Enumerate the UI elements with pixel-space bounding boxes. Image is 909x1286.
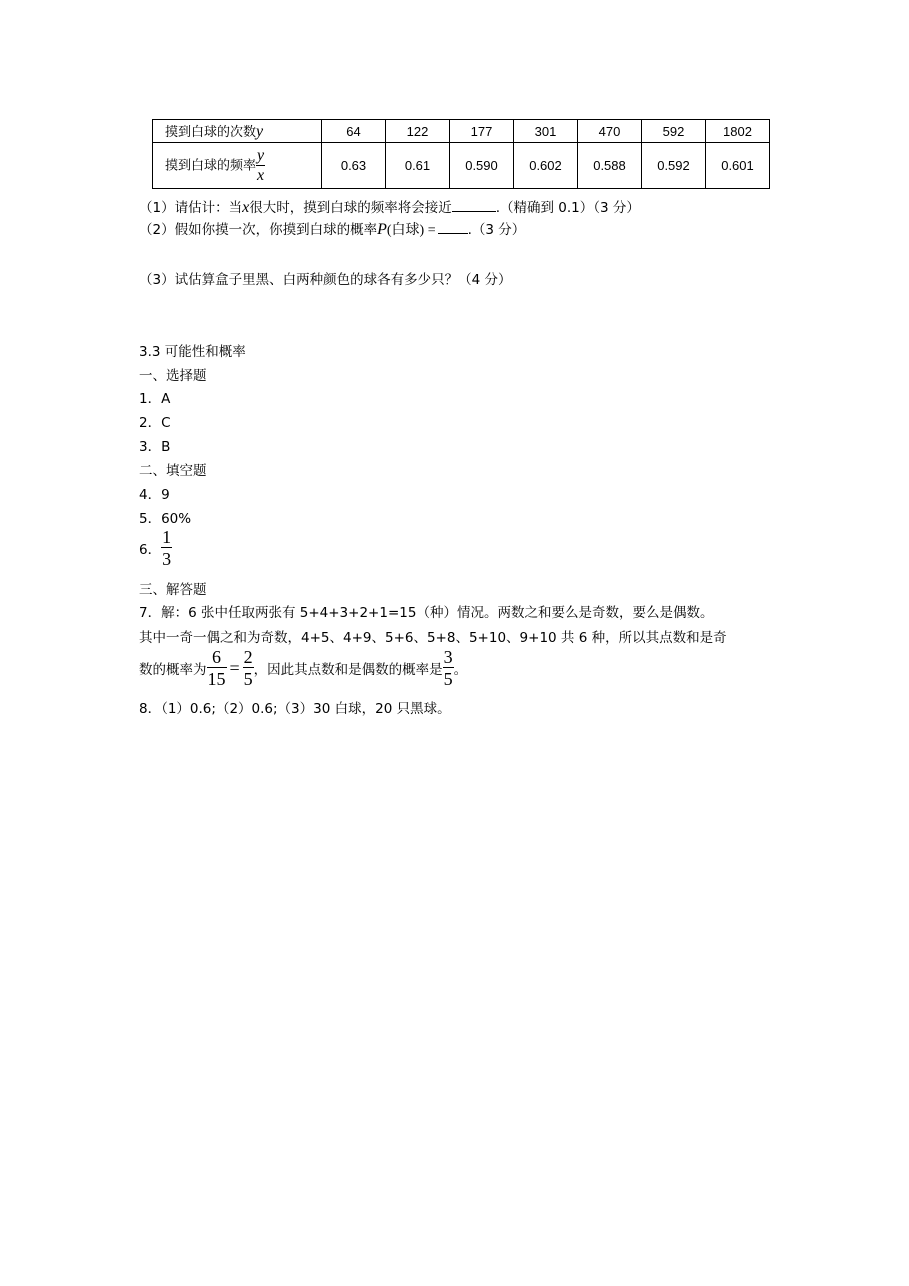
q1-text-a: （1）请估计：当: [139, 200, 243, 216]
answer-6: [139, 528, 172, 568]
table-row-frequency: [153, 143, 770, 189]
row-header-frequency: [153, 143, 322, 189]
table-cell: 177: [450, 120, 514, 143]
frac-numerator: 3: [443, 647, 453, 667]
table-cell: 301: [514, 120, 578, 143]
table-cell: 0.590: [450, 143, 514, 189]
answer-1: 1．A: [139, 391, 171, 407]
part3-title: 三、解答题: [139, 582, 207, 598]
table-row-count: [153, 120, 770, 143]
q1-text-c: .（精确到 0.1）（3 分）: [495, 200, 640, 216]
part2-title: 二、填空题: [139, 463, 207, 479]
frequency-table: [152, 119, 770, 189]
table-cell: 0.63: [322, 143, 386, 189]
a7-text-c: 。: [453, 662, 468, 678]
table-cell: 592: [642, 120, 706, 143]
answer-2: 2．C: [139, 415, 171, 431]
table-cell: 1802: [706, 120, 770, 143]
frac-numerator: 2: [243, 647, 253, 667]
q1-text-b: 很大时，摸到白球的频率将会接近: [249, 200, 452, 216]
frac-denominator: 5: [443, 669, 453, 689]
frac-numerator: 6: [207, 648, 227, 668]
answer-blank: [452, 199, 496, 212]
table-cell: 0.61: [386, 143, 450, 189]
var-y: y: [256, 123, 264, 140]
probability-formula: [377, 219, 436, 238]
q2-text-a: （2）假如你摸一次，你摸到白球的概率: [139, 222, 378, 238]
a7-text-a: 数的概率为: [139, 662, 207, 678]
answer-5: 5．60%: [139, 511, 192, 527]
frac-denominator: x: [257, 166, 265, 184]
answer-8: 8．（1）0.6;（2）0.6;（3）30 白球，20 只黑球。: [139, 701, 451, 717]
table-cell: 0.601: [706, 143, 770, 189]
answer-blank: [438, 225, 468, 234]
table-cell: 0.588: [578, 143, 642, 189]
question-1: [139, 196, 640, 217]
section-title: 3.3 可能性和概率: [139, 344, 246, 360]
table-cell: 122: [386, 120, 450, 143]
answer-7-line-1: 7．解：6 张中任取两张有 5+4+3+2+1=15（种）情况。两数之和要么是奇数，要么是偶数。: [139, 605, 714, 621]
question-3: （3）试估算盒子里黑、白两种颜色的球各有多少只？（4 分）: [139, 272, 512, 288]
fraction-one-third: [161, 528, 172, 568]
equals-sign: =: [229, 657, 240, 678]
frac-denominator: 5: [243, 669, 253, 689]
table-cell: 64: [322, 120, 386, 143]
answer-3: 3．B: [139, 439, 171, 455]
fraction-3-5: [443, 648, 454, 688]
a6-prefix: 6．: [139, 542, 162, 558]
formula-inner: (白球) =: [386, 223, 436, 238]
frac-denominator: 15: [207, 669, 226, 689]
row-label: 摸到白球的次数: [165, 125, 257, 140]
q2-text-b: .（3 分）: [467, 222, 526, 238]
fraction-2-5: [243, 648, 254, 688]
row-header-count: [153, 120, 322, 143]
table-cell: 470: [578, 120, 642, 143]
a7-text-b: ，因此其点数和是偶数的概率是: [253, 662, 443, 678]
var-x: x: [242, 199, 250, 216]
question-2: [139, 218, 525, 239]
table-cell: 0.602: [514, 143, 578, 189]
p-symbol: P: [377, 221, 387, 238]
answer-7-line-3: [139, 648, 467, 688]
answer-7-line-2: 其中一奇一偶之和为奇数，4+5、4+9、5+6、5+8、5+10、9+10 共 6 种，所以其点数和是奇: [139, 630, 727, 646]
fraction-6-15: [207, 648, 227, 688]
answer-4: 4．9: [139, 487, 170, 503]
frac-numerator: 1: [162, 527, 172, 547]
fraction-y-over-x: [256, 148, 265, 184]
frac-numerator: y: [257, 146, 265, 164]
frac-denominator: 3: [162, 549, 172, 569]
row-label: 摸到白球的频率: [165, 158, 257, 173]
part1-title: 一、选择题: [139, 368, 207, 384]
table-cell: 0.592: [642, 143, 706, 189]
